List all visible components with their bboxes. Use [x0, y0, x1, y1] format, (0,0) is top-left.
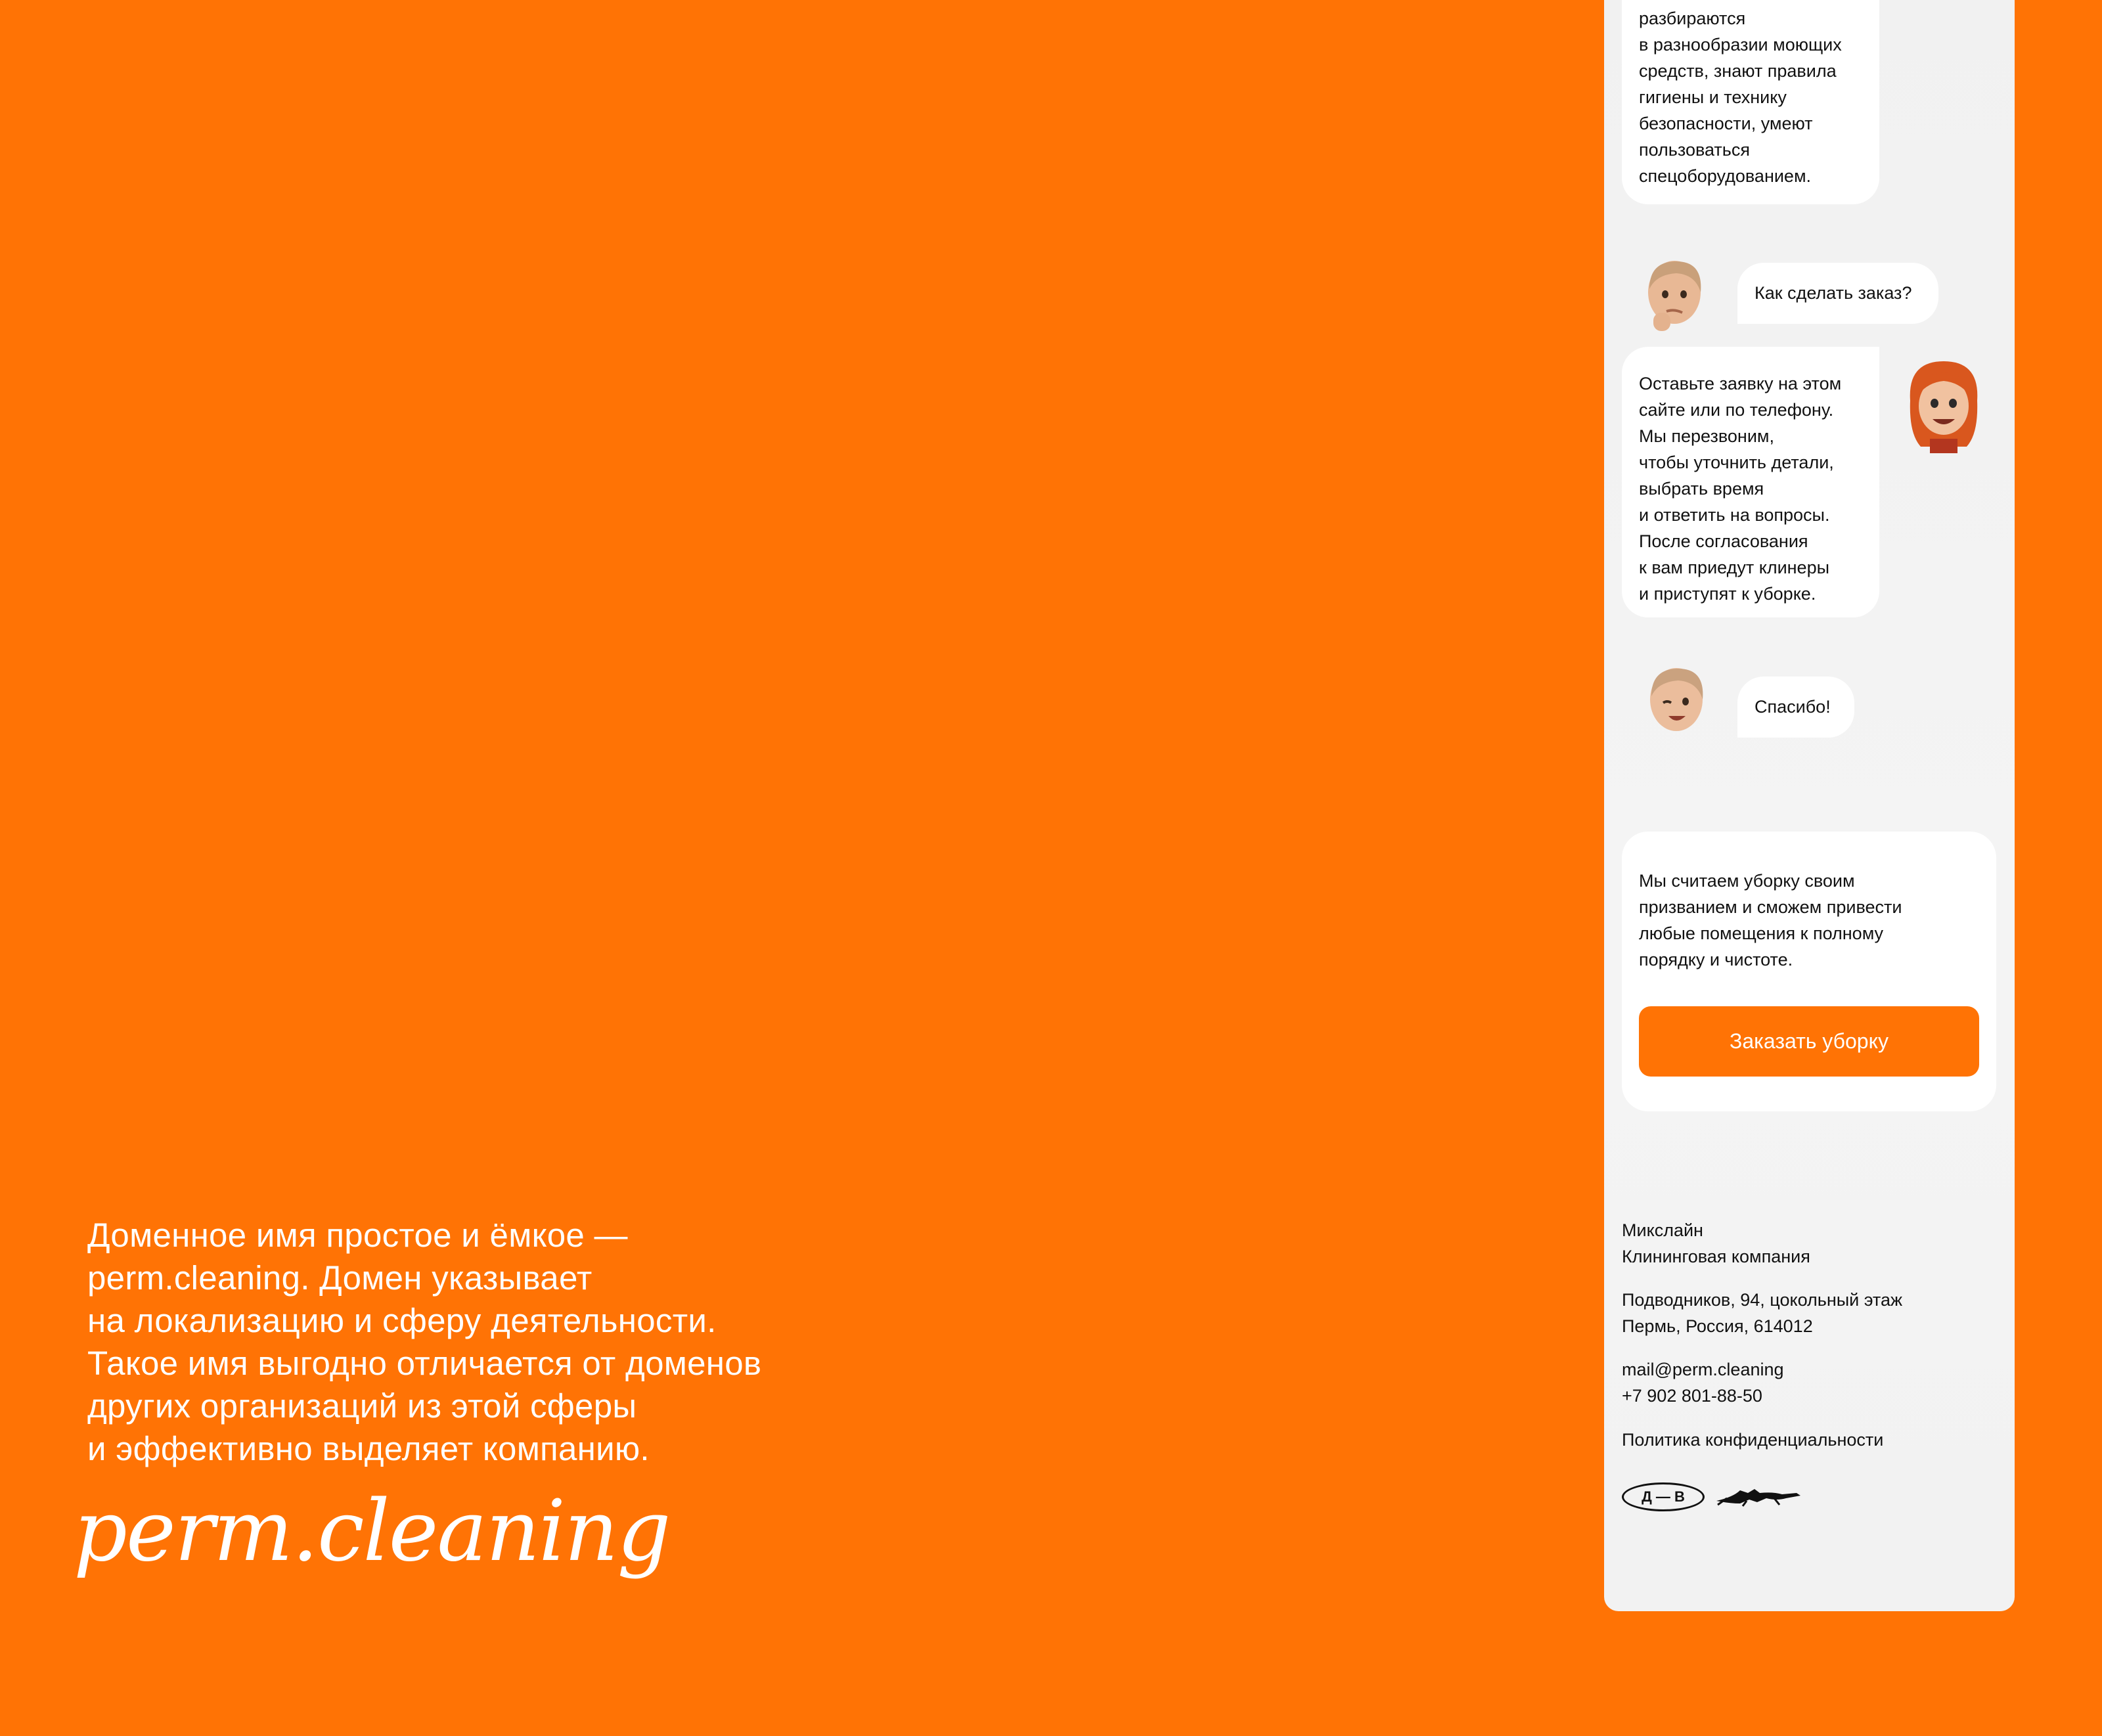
description-line: Доменное имя простое и ёмкое —	[87, 1216, 628, 1254]
phone-mockup	[1604, 0, 2015, 1611]
privacy-policy-link[interactable]: Политика конфиденциальности	[1622, 1430, 1884, 1450]
chat-bubble-line: средств, знают правила	[1639, 61, 1837, 81]
chat-bubble-line: чтобы уточнить детали,	[1639, 453, 1834, 472]
chat-bubble-line: в разнообразии моющих	[1639, 35, 1842, 55]
chat-bubble-line: разбираются	[1639, 9, 1746, 28]
chat-bubble-line: гигиены и технику	[1639, 87, 1787, 107]
chat-bubble-line: После согласования	[1639, 531, 1808, 551]
description-line: на локализацию и сферу деятельности.	[87, 1302, 717, 1339]
chat-bubble-line: сайте или по телефону.	[1639, 400, 1834, 420]
cta-line: Мы считаем уборку своим	[1639, 871, 1855, 891]
chat-bubble-line: Спасибо!	[1755, 697, 1831, 717]
cta-text	[1639, 868, 1979, 973]
chat-bubble-line: Мы перезвоним,	[1639, 426, 1774, 446]
contact-links	[1622, 1356, 1902, 1409]
chat-bubble-line: спецоборудованием.	[1639, 166, 1812, 186]
address-line: Пермь, Россия, 614012	[1622, 1316, 1813, 1336]
chat-bubble-user	[1737, 677, 1854, 738]
company-name: Микслайн	[1622, 1220, 1703, 1240]
studio-badge[interactable]: Д — В	[1622, 1482, 1705, 1511]
chat-bubble-line: к вам приедут клинеры	[1639, 558, 1829, 577]
company-address	[1622, 1287, 1902, 1339]
chat-bubble-line: Как сделать заказ?	[1755, 283, 1912, 303]
thinking-woman-avatar-icon	[1640, 256, 1712, 335]
domain-description	[87, 1214, 908, 1470]
cta-line: порядку и чистоте.	[1639, 950, 1793, 969]
chat-bubble-line: выбрать время	[1639, 479, 1764, 499]
chat-bubble-line: Оставьте заявку на этом	[1639, 374, 1842, 393]
company-type: Клининговая компания	[1622, 1247, 1810, 1266]
horse-logo-icon[interactable]	[1714, 1484, 1806, 1511]
red-hair-woman-avatar-icon	[1901, 355, 1986, 453]
winking-woman-avatar-icon	[1642, 663, 1714, 742]
company-info	[1622, 1217, 1902, 1270]
chat-bubble-line: пользоваться	[1639, 140, 1750, 160]
order-cleaning-button[interactable]: Заказать уборку	[1639, 1006, 1979, 1077]
description-line: Такое имя выгодно отличается от доменов	[87, 1345, 762, 1382]
footer-contacts	[1622, 1217, 1902, 1426]
studio-logos	[1622, 1482, 1806, 1511]
description-line: и эффективно выделяет компанию.	[87, 1430, 650, 1467]
description-line: других организаций из этой сферы	[87, 1387, 637, 1425]
cta-line: любые помещения к полному	[1639, 924, 1884, 943]
chat-bubble-user	[1737, 263, 1938, 324]
cta-card	[1622, 832, 1996, 1111]
phone-link[interactable]: +7 902 801-88-50	[1622, 1386, 1762, 1406]
email-link[interactable]: mail@perm.cleaning	[1622, 1360, 1784, 1379]
cta-line: призванием и сможем привести	[1639, 897, 1902, 917]
address-line: Подводников, 94, цокольный этаж	[1622, 1290, 1903, 1310]
chat-bubble-bot	[1622, 0, 1879, 204]
chat-bubble-line: и ответить на вопросы.	[1639, 505, 1830, 525]
chat-bubble-bot	[1622, 347, 1879, 617]
chat-bubble-line: и приступят к уборке.	[1639, 584, 1816, 604]
description-line: perm.cleaning. Домен указывает	[87, 1259, 593, 1297]
perm-cleaning-logo: perm.cleaning	[74, 1482, 670, 1580]
chat-bubble-line: безопасности, умеют	[1639, 114, 1813, 133]
